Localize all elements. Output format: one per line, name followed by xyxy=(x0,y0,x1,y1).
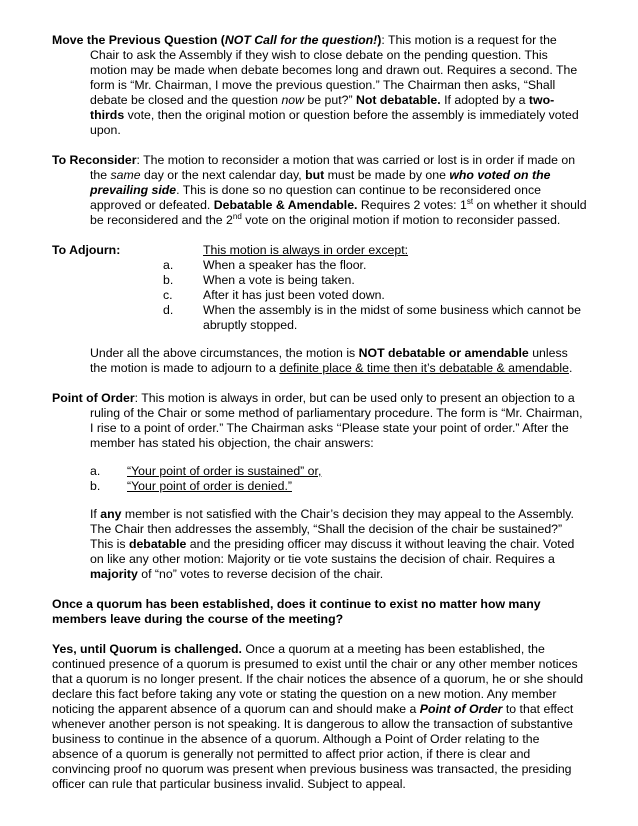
appeal-note: If any member is not satisfied with the Chair’s decision they may appeal to the Assembly. The Chair then addresses the assembly, “Shall the decision of the chair be sustained?” This is debatable and the presiding officer may discuss it without leaving the chair. Voted on like any other motion: Majority or tie vote sustains the decision of chair. Requires a majority of “no” votes to reverse decision of the chair. xyxy=(90,507,575,581)
quorum-answer: Yes, until Quorum is challenged. Once a quorum at a meeting has been established, the continued presence of a quorum is presumed to exist until the chair or any other member notices that a quorum is no longer present. If the chair notices the absence of a quorum, he or she should declare this fact before taking any vote or stating the question on a new motion. Any member noticing the apparent absence of a quorum can and should make a Point of Order to that effect whenever another person is not speaking. It is dangerous to allow the transaction of substantive business to continue in the absence of a quorum. Although a Point of Order relating to the absence of a quorum is generally not permitted to affect prior action, if there is clear and convincing proof no quorum was present when previous business was transacted, the presiding officer can rule that particular business invalid. Subject to appeal. xyxy=(52,642,584,791)
section-title: Move the Previous Question (NOT Call for the question!) xyxy=(52,33,382,47)
section-previous-question: Move the Previous Question (NOT Call for the question!): This motion is a request for the Chair to ask the Assembly if they wish to close debate on the pending question. This motion may be made when debate becomes long and drawn out. Requires a second. The form is “Mr. Chairman, I move the previous question.” The Chairman then asks, “Shall debate be closed and the question now be put?” Not debatable. If adopted by a two-thirds vote, then the original motion or question before the assembly is immediately voted upon. xyxy=(52,33,579,137)
list-item: c. After it has just been voted down. xyxy=(163,288,385,302)
section-title: To Reconsider xyxy=(52,153,137,167)
section-reconsider: To Reconsider: The motion to reconsider a motion that was carried or lost is in order if made on the same day or the next calendar day, but must be made by one who voted on the prevailing side. This is done so no question can continue to be reconsidered once approved or defeated. Debatable & Amendable. Requires 2 votes: 1st on whether it should be reconsidered and the 2nd vote on the original motion if motion to reconsider passed. xyxy=(52,153,587,227)
list-item: d. When the assembly is in the midst of some business which cannot be abruptly stopped. xyxy=(163,303,581,332)
list-item: a. When a speaker has the floor. xyxy=(163,258,367,272)
list-item: b. “Your point of order is denied.” xyxy=(90,479,292,493)
adjourn-heading: This motion is always in order except: xyxy=(203,243,409,257)
quorum-question: Once a quorum has been established, does it continue to exist no matter how many members leave during the course of the meeting? xyxy=(52,597,541,626)
section-point-of-order: Point of Order: This motion is always in order, but can be used only to present an objection to a ruling of the Chair or some method of parliamentary procedure. The form is “Mr. Chairman, I rise to a point of order.” The Chairman asks ‘‘Please state your point of order.” After the member has stated his objection, the chair answers: a. “Your point of order is sustained” or, b. “Your point of order is denied.” If any member is not satisfied with the Chair’s decision they may appeal to the Assembly. The Chair then addresses the assembly, “Shall the decision of the chair be sustained?” This is debatable and the presiding officer may discuss it without leaving the chair. Voted on like any other motion: Majority or tie vote sustains the decision of chair. Requires a majority of “no” votes to reverse decision of the chair. xyxy=(52,391,588,582)
section-title: Point of Order xyxy=(52,391,135,405)
adjourn-note: Under all the above circumstances, the motion is NOT debatable or amendable unless the motion is made to adjourn to a definite place & time then it’s debatable & amendable. xyxy=(90,346,573,375)
list-item: a. “Your point of order is sustained” or, xyxy=(90,464,322,478)
section-adjourn xyxy=(52,243,588,376)
section-title: To Adjourn: xyxy=(52,243,121,257)
document-page xyxy=(52,33,588,792)
list-item: b. When a vote is being taken. xyxy=(163,273,355,287)
